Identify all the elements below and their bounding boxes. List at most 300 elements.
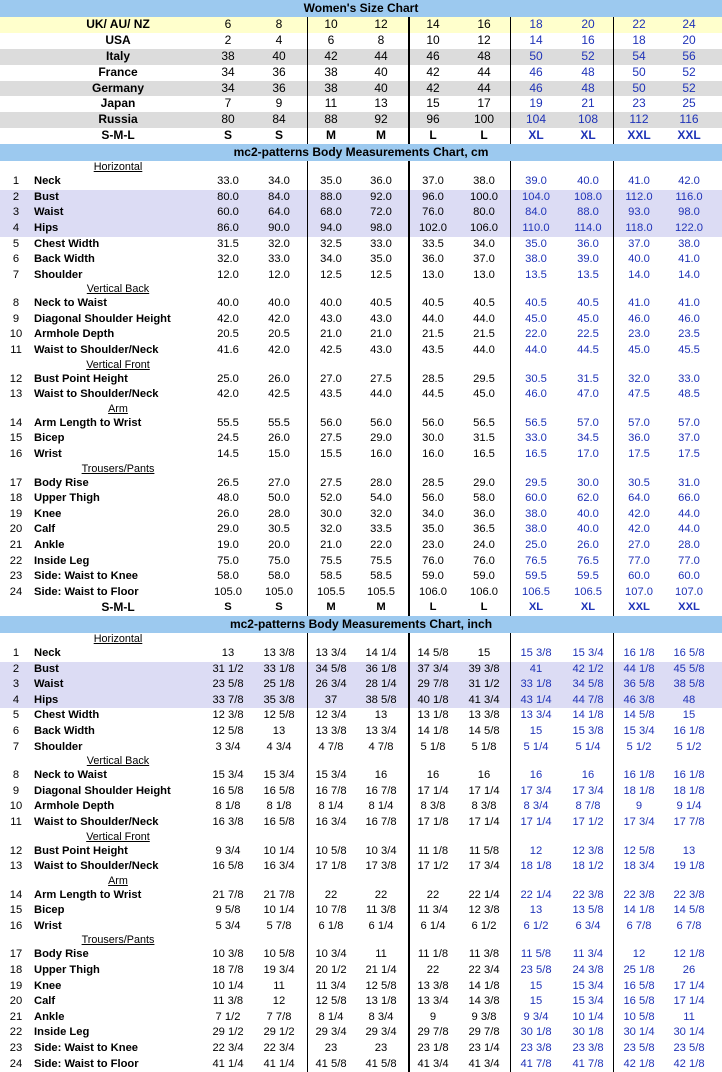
value-cell: 7 7/8 — [266, 1010, 292, 1023]
value-cell: 12 — [374, 17, 388, 31]
value-cell: 8 3/4 — [523, 800, 549, 813]
measurement-label: Diagonal Shoulder Height — [34, 784, 171, 797]
value-cell: 29 1/2 — [212, 1026, 244, 1039]
measurement-label: Side: Waist to Knee — [34, 570, 139, 583]
value-cell: L — [429, 128, 437, 143]
value-cell: XL — [580, 128, 596, 143]
row-number: 15 — [9, 432, 23, 445]
value-cell: 13 3/4 — [520, 709, 552, 722]
measurement-label: Chest Width — [34, 709, 100, 722]
value-cell: 11 1/8 — [417, 844, 449, 857]
value-cell: 60.0 — [525, 492, 547, 505]
value-cell: 31 1/2 — [212, 662, 244, 675]
value-cell: 88.0 — [577, 206, 599, 219]
value-cell: 26.0 — [268, 372, 290, 385]
value-cell: 26 — [682, 964, 696, 977]
value-cell: 42.0 — [217, 312, 239, 325]
measurement-label: Armhole Depth — [34, 800, 115, 813]
value-cell: 6 1/2 — [523, 919, 549, 932]
value-cell: 8 7/8 — [575, 800, 601, 813]
value-cell: 16 3/4 — [263, 860, 295, 873]
value-cell: 107.0 — [675, 585, 703, 598]
value-cell: 15 3/4 — [263, 769, 295, 782]
value-cell: 26.5 — [217, 476, 239, 489]
value-cell: 31.0 — [678, 476, 700, 489]
value-cell: 35.0 — [422, 523, 444, 536]
value-cell: 46 — [529, 64, 543, 79]
value-cell: 16 3/8 — [212, 815, 244, 828]
row-number: 5 — [12, 709, 20, 722]
row-number: 14 — [9, 416, 23, 429]
value-cell: 44 1/8 — [623, 662, 655, 675]
value-cell: 18 1/8 — [623, 784, 655, 797]
value-cell: 106.0 — [470, 221, 498, 234]
value-cell: 16 1/8 — [623, 646, 655, 659]
section-heading: Arm — [108, 402, 128, 415]
value-cell: 16.5 — [525, 448, 547, 461]
value-cell: 11 — [375, 948, 387, 961]
value-cell: 41 3/4 — [468, 693, 500, 706]
value-cell: 11 3/8 — [365, 904, 397, 917]
row-label: S-M-L — [101, 128, 135, 143]
measurement-label: Wrist — [34, 448, 62, 461]
value-cell: 90.0 — [268, 221, 290, 234]
row-label: USA — [105, 32, 131, 47]
value-cell: 14.0 — [678, 268, 700, 281]
value-cell: 33 7/8 — [212, 693, 244, 706]
value-cell: 5 1/8 — [420, 740, 446, 753]
row-label: Germany — [91, 80, 145, 95]
value-cell: 30 1/4 — [673, 1026, 705, 1039]
value-cell: 17 — [477, 96, 491, 111]
value-cell: 20.5 — [217, 328, 239, 341]
value-cell: 17.5 — [628, 448, 650, 461]
value-cell: 14 1/8 — [468, 979, 500, 992]
value-cell: 36 — [272, 64, 286, 79]
section-heading: Trousers/Pants — [81, 934, 155, 947]
value-cell: 64.0 — [268, 206, 290, 219]
value-cell: 13 — [682, 844, 696, 857]
measurement-label: Bust — [34, 662, 59, 675]
value-cell: 19 3/4 — [263, 964, 295, 977]
value-cell: 13 1/8 — [365, 995, 397, 1008]
row-number: 8 — [12, 769, 20, 782]
value-cell: 40 1/8 — [417, 693, 449, 706]
value-cell: 29 7/8 — [417, 678, 449, 691]
value-cell: 23 5/8 — [520, 964, 552, 977]
value-cell: 12 5/8 — [315, 995, 347, 1008]
value-cell: 12.0 — [268, 268, 290, 281]
value-cell: 18 — [632, 32, 646, 47]
value-cell: 11 5/8 — [468, 844, 500, 857]
row-number: 3 — [12, 206, 20, 219]
value-cell: 30.0 — [320, 507, 342, 520]
value-cell: 22 1/4 — [520, 888, 552, 901]
value-cell: 23.0 — [628, 328, 650, 341]
value-cell: 48 — [581, 64, 595, 79]
value-cell: 16 3/4 — [315, 815, 347, 828]
value-cell: 116 — [679, 112, 699, 127]
value-cell: 15 — [529, 724, 543, 737]
measurement-label: Neck — [34, 646, 61, 659]
value-cell: 5 1/4 — [575, 740, 601, 753]
value-cell: 36 — [272, 80, 286, 95]
row-number: 5 — [12, 237, 20, 250]
row-number: 17 — [9, 476, 23, 489]
value-cell: 98.0 — [678, 206, 700, 219]
value-cell: 18 — [529, 17, 543, 31]
value-cell: 16 7/8 — [365, 784, 397, 797]
value-cell: 16 5/8 — [263, 815, 295, 828]
value-cell: 25.0 — [525, 539, 547, 551]
measurement-label: Back Width — [34, 724, 95, 737]
measurement-label: Waist to Shoulder/Neck — [34, 860, 159, 873]
section-heading: Trousers/Pants — [81, 462, 155, 475]
value-cell: 11 3/8 — [212, 995, 244, 1008]
value-cell: 40.5 — [577, 297, 599, 310]
value-cell: 80.0 — [217, 190, 239, 203]
value-cell: 17 1/4 — [520, 815, 552, 828]
section-heading: Vertical Back — [86, 283, 150, 296]
value-cell: 15 3/8 — [572, 724, 604, 737]
value-cell: 44 — [374, 48, 388, 63]
value-cell: 16 — [529, 769, 543, 782]
row-number: 6 — [12, 253, 20, 266]
value-cell: 29.0 — [217, 523, 239, 536]
measurement-label: Hips — [34, 221, 59, 234]
row-number: 19 — [9, 507, 23, 520]
value-cell: 14 5/8 — [417, 646, 449, 659]
column-divider — [307, 633, 308, 1072]
value-cell: 30 1/8 — [572, 1026, 604, 1039]
value-cell: 41 — [529, 662, 543, 675]
value-cell: 29 3/4 — [315, 1026, 347, 1039]
value-cell: 31.5 — [217, 237, 239, 250]
value-cell: 8 1/4 — [368, 800, 394, 813]
value-cell: 42.0 — [268, 344, 290, 357]
value-cell: 41 5/8 — [365, 1057, 397, 1070]
value-cell: 12.5 — [320, 268, 342, 281]
value-cell: 25 1/8 — [263, 678, 295, 691]
value-cell: 22 3/4 — [263, 1042, 295, 1055]
value-cell: 13.5 — [577, 268, 599, 281]
value-cell: 52.0 — [320, 492, 342, 505]
row-label: Italy — [105, 48, 130, 63]
value-cell: 48.0 — [217, 492, 239, 505]
value-cell: 36.0 — [370, 175, 392, 188]
value-cell: 17 1/4 — [468, 784, 500, 797]
value-cell: 46 3/8 — [623, 693, 655, 706]
value-cell: 86.0 — [217, 221, 239, 234]
value-cell: 34 5/8 — [315, 662, 347, 675]
value-cell: 33.0 — [525, 432, 547, 445]
value-cell: 16 — [581, 32, 595, 47]
value-cell: 16 1/8 — [673, 724, 705, 737]
value-cell: 5 3/4 — [215, 919, 241, 932]
value-cell: 57.0 — [577, 416, 599, 429]
measurement-label: Waist to Shoulder/Neck — [34, 344, 159, 357]
value-cell: 23 — [632, 96, 646, 111]
row-number: 10 — [9, 800, 23, 813]
value-cell: 28.0 — [678, 539, 700, 551]
value-cell: 105.0 — [265, 585, 293, 598]
value-cell: 92.0 — [370, 190, 392, 203]
value-cell: 28.0 — [268, 507, 290, 520]
value-cell: 21 7/8 — [263, 888, 295, 901]
value-cell: 46 — [529, 80, 543, 95]
value-cell: 47.5 — [628, 388, 650, 401]
value-cell: 52 — [682, 64, 696, 79]
value-cell: 11 — [324, 96, 338, 111]
value-cell: 3 3/4 — [215, 740, 241, 753]
value-cell: 6 — [224, 17, 232, 31]
value-cell: 106.0 — [419, 585, 447, 598]
value-cell: 44.0 — [473, 312, 495, 325]
value-cell: 40.0 — [217, 297, 239, 310]
value-cell: 22 — [324, 888, 338, 901]
value-cell: 105.5 — [317, 585, 345, 598]
measurement-label: Side: Waist to Knee — [34, 1042, 139, 1055]
row-number: 14 — [9, 888, 23, 901]
value-cell: 107.0 — [625, 585, 653, 598]
value-cell: 29 7/8 — [468, 1026, 500, 1039]
value-cell: 58.5 — [320, 570, 342, 583]
value-cell: 23 5/8 — [212, 678, 244, 691]
value-cell: 10 — [324, 17, 338, 31]
column-divider — [307, 17, 308, 144]
measurement-label: Side: Waist to Floor — [34, 1057, 139, 1070]
value-cell: 44.0 — [422, 312, 444, 325]
row-label: S-M-L — [101, 600, 135, 615]
value-cell: 116.0 — [675, 190, 703, 203]
value-cell: 43.0 — [370, 344, 392, 357]
row-number: 4 — [12, 693, 20, 706]
value-cell: 34 5/8 — [572, 678, 604, 691]
value-cell: 22 — [426, 964, 440, 977]
value-cell: 17 3/8 — [365, 860, 397, 873]
value-cell: 14.0 — [628, 268, 650, 281]
value-cell: 23 3/8 — [572, 1042, 604, 1055]
value-cell: 33.0 — [268, 253, 290, 266]
value-cell: 75.0 — [268, 554, 290, 567]
value-cell: 2 — [224, 32, 232, 47]
row-number: 16 — [9, 448, 23, 461]
value-cell: 75.0 — [217, 554, 239, 567]
value-cell: 104 — [525, 112, 547, 127]
value-cell: 21 — [581, 96, 595, 111]
value-cell: 18 3/4 — [623, 860, 655, 873]
value-cell: 33.0 — [678, 372, 700, 385]
row-number: 1 — [12, 646, 20, 659]
value-cell: 15 — [477, 646, 491, 659]
value-cell: 34 — [221, 80, 235, 95]
value-cell: 14.5 — [217, 448, 239, 461]
value-cell: 5 1/4 — [523, 740, 549, 753]
value-cell: 38 — [221, 48, 235, 63]
value-cell: 5 1/8 — [471, 740, 497, 753]
measurement-label: Waist — [34, 206, 64, 219]
value-cell: 26 3/4 — [315, 678, 347, 691]
value-cell: 29.5 — [525, 476, 547, 489]
value-cell: M — [376, 601, 386, 614]
value-cell: 14 5/8 — [623, 709, 655, 722]
value-cell: 40.0 — [628, 253, 650, 266]
value-cell: 26.0 — [217, 507, 239, 520]
value-cell: 43.5 — [422, 344, 444, 357]
section-heading: Horizontal — [93, 161, 143, 174]
value-cell: 42 — [426, 64, 440, 79]
value-cell: 33.5 — [370, 523, 392, 536]
row-number: 22 — [9, 1026, 23, 1039]
value-cell: 31.5 — [577, 372, 599, 385]
value-cell: 13.5 — [525, 268, 547, 281]
value-cell: 21.5 — [422, 328, 444, 341]
value-cell: 34.0 — [320, 253, 342, 266]
inch-measurements-table — [0, 633, 722, 1072]
value-cell: 96.0 — [422, 190, 444, 203]
value-cell: 34 — [221, 64, 235, 79]
value-cell: 16.5 — [473, 448, 495, 461]
value-cell: 29 3/4 — [365, 1026, 397, 1039]
value-cell: 21.0 — [370, 328, 392, 341]
value-cell: 4 — [275, 32, 283, 47]
section-heading: Vertical Front — [86, 830, 150, 843]
value-cell: 25 — [682, 96, 696, 111]
value-cell: 22.5 — [577, 328, 599, 341]
value-cell: 30 1/4 — [623, 1026, 655, 1039]
value-cell: 13 — [272, 724, 286, 737]
value-cell: 46 — [426, 48, 440, 63]
value-cell: 54.0 — [370, 492, 392, 505]
row-number: 8 — [12, 297, 20, 310]
value-cell: 14 3/8 — [468, 995, 500, 1008]
value-cell: 21 7/8 — [212, 888, 244, 901]
cm-measurements-table — [0, 161, 722, 616]
value-cell: 10 1/4 — [263, 844, 295, 857]
value-cell: 77.0 — [678, 554, 700, 567]
value-cell: 27.5 — [320, 476, 342, 489]
value-cell: 41.0 — [628, 175, 650, 188]
inch-chart-title: mc2-patterns Body Measurements Chart, inch — [0, 616, 722, 633]
value-cell: 40.5 — [422, 297, 444, 310]
section-heading: Vertical Front — [86, 358, 150, 371]
value-cell: 30.5 — [525, 372, 547, 385]
value-cell: 5 7/8 — [266, 919, 292, 932]
value-cell: 17 1/8 — [417, 815, 449, 828]
value-cell: 50 — [632, 80, 646, 95]
value-cell: 36.0 — [628, 432, 650, 445]
value-cell: 41 5/8 — [315, 1057, 347, 1070]
value-cell: 35.0 — [320, 175, 342, 188]
measurement-label: Knee — [34, 979, 62, 992]
value-cell: 28.5 — [422, 476, 444, 489]
value-cell: 108 — [577, 112, 599, 127]
row-number: 19 — [9, 979, 23, 992]
value-cell: 33.0 — [217, 175, 239, 188]
value-cell: 9 3/4 — [523, 1010, 549, 1023]
value-cell: 8 1/8 — [215, 800, 241, 813]
value-cell: 31 1/2 — [468, 678, 500, 691]
value-cell: 37.0 — [678, 432, 700, 445]
value-cell: 56.5 — [473, 416, 495, 429]
row-number: 24 — [9, 585, 23, 598]
value-cell: XL — [528, 601, 544, 614]
value-cell: 77.0 — [628, 554, 650, 567]
value-cell: 17 1/4 — [673, 979, 705, 992]
value-cell: 22 3/8 — [572, 888, 604, 901]
value-cell: 50 — [632, 64, 646, 79]
value-cell: 24.0 — [473, 539, 495, 551]
value-cell: 18 1/8 — [520, 860, 552, 873]
value-cell: 41.6 — [217, 344, 239, 357]
value-cell: 22.0 — [370, 539, 392, 551]
value-cell: 15 3/4 — [572, 995, 604, 1008]
value-cell: 58.0 — [217, 570, 239, 583]
value-cell: 9 3/4 — [215, 844, 241, 857]
value-cell: 92 — [374, 112, 388, 127]
value-cell: 10 5/8 — [623, 1010, 655, 1023]
value-cell: 16 1/8 — [623, 769, 655, 782]
row-number: 23 — [9, 1042, 23, 1055]
measurement-label: Bicep — [34, 904, 65, 917]
value-cell: 23 1/4 — [468, 1042, 500, 1055]
value-cell: 22 1/4 — [468, 888, 500, 901]
value-cell: XL — [528, 128, 544, 143]
value-cell: 59.0 — [473, 570, 495, 583]
value-cell: 4 7/8 — [318, 740, 344, 753]
value-cell: 12 3/8 — [468, 904, 500, 917]
measurement-label: Arm Length to Wrist — [34, 888, 142, 901]
value-cell: 76.0 — [422, 554, 444, 567]
row-number: 2 — [12, 190, 20, 203]
value-cell: 23 3/8 — [520, 1042, 552, 1055]
value-cell: 39 3/8 — [468, 662, 500, 675]
value-cell: 15 — [529, 979, 543, 992]
value-cell: 22.0 — [525, 328, 547, 341]
value-cell: 27.0 — [320, 372, 342, 385]
value-cell: 10 3/4 — [365, 844, 397, 857]
value-cell: 17 1/2 — [417, 860, 449, 873]
value-cell: 32.0 — [217, 253, 239, 266]
value-cell: 24 3/8 — [572, 964, 604, 977]
value-cell: 23 5/8 — [673, 1042, 705, 1055]
value-cell: 13 5/8 — [572, 904, 604, 917]
value-cell: 40 — [272, 48, 286, 63]
measurement-label: Bust Point Height — [34, 372, 128, 385]
row-label: France — [98, 64, 138, 79]
value-cell: 38 — [324, 80, 338, 95]
value-cell: 41 1/4 — [212, 1057, 244, 1070]
value-cell: 10 1/4 — [212, 979, 244, 992]
value-cell: 7 1/2 — [215, 1010, 241, 1023]
row-number: 20 — [9, 523, 23, 536]
value-cell: 12 — [529, 844, 543, 857]
value-cell: 18 7/8 — [212, 964, 244, 977]
value-cell: 6 1/4 — [368, 919, 394, 932]
value-cell: 17 7/8 — [673, 815, 705, 828]
measurement-label: Neck to Waist — [34, 297, 107, 310]
row-number: 13 — [9, 388, 23, 401]
value-cell: 12 — [632, 948, 646, 961]
value-cell: 16 — [426, 769, 440, 782]
value-cell: 8 — [377, 32, 385, 47]
row-number: 18 — [9, 492, 23, 505]
value-cell: 8 1/8 — [266, 800, 292, 813]
measurement-label: Bust Point Height — [34, 844, 128, 857]
value-cell: 44 7/8 — [572, 693, 604, 706]
value-cell: 46.0 — [525, 388, 547, 401]
value-cell: 4 3/4 — [266, 740, 292, 753]
